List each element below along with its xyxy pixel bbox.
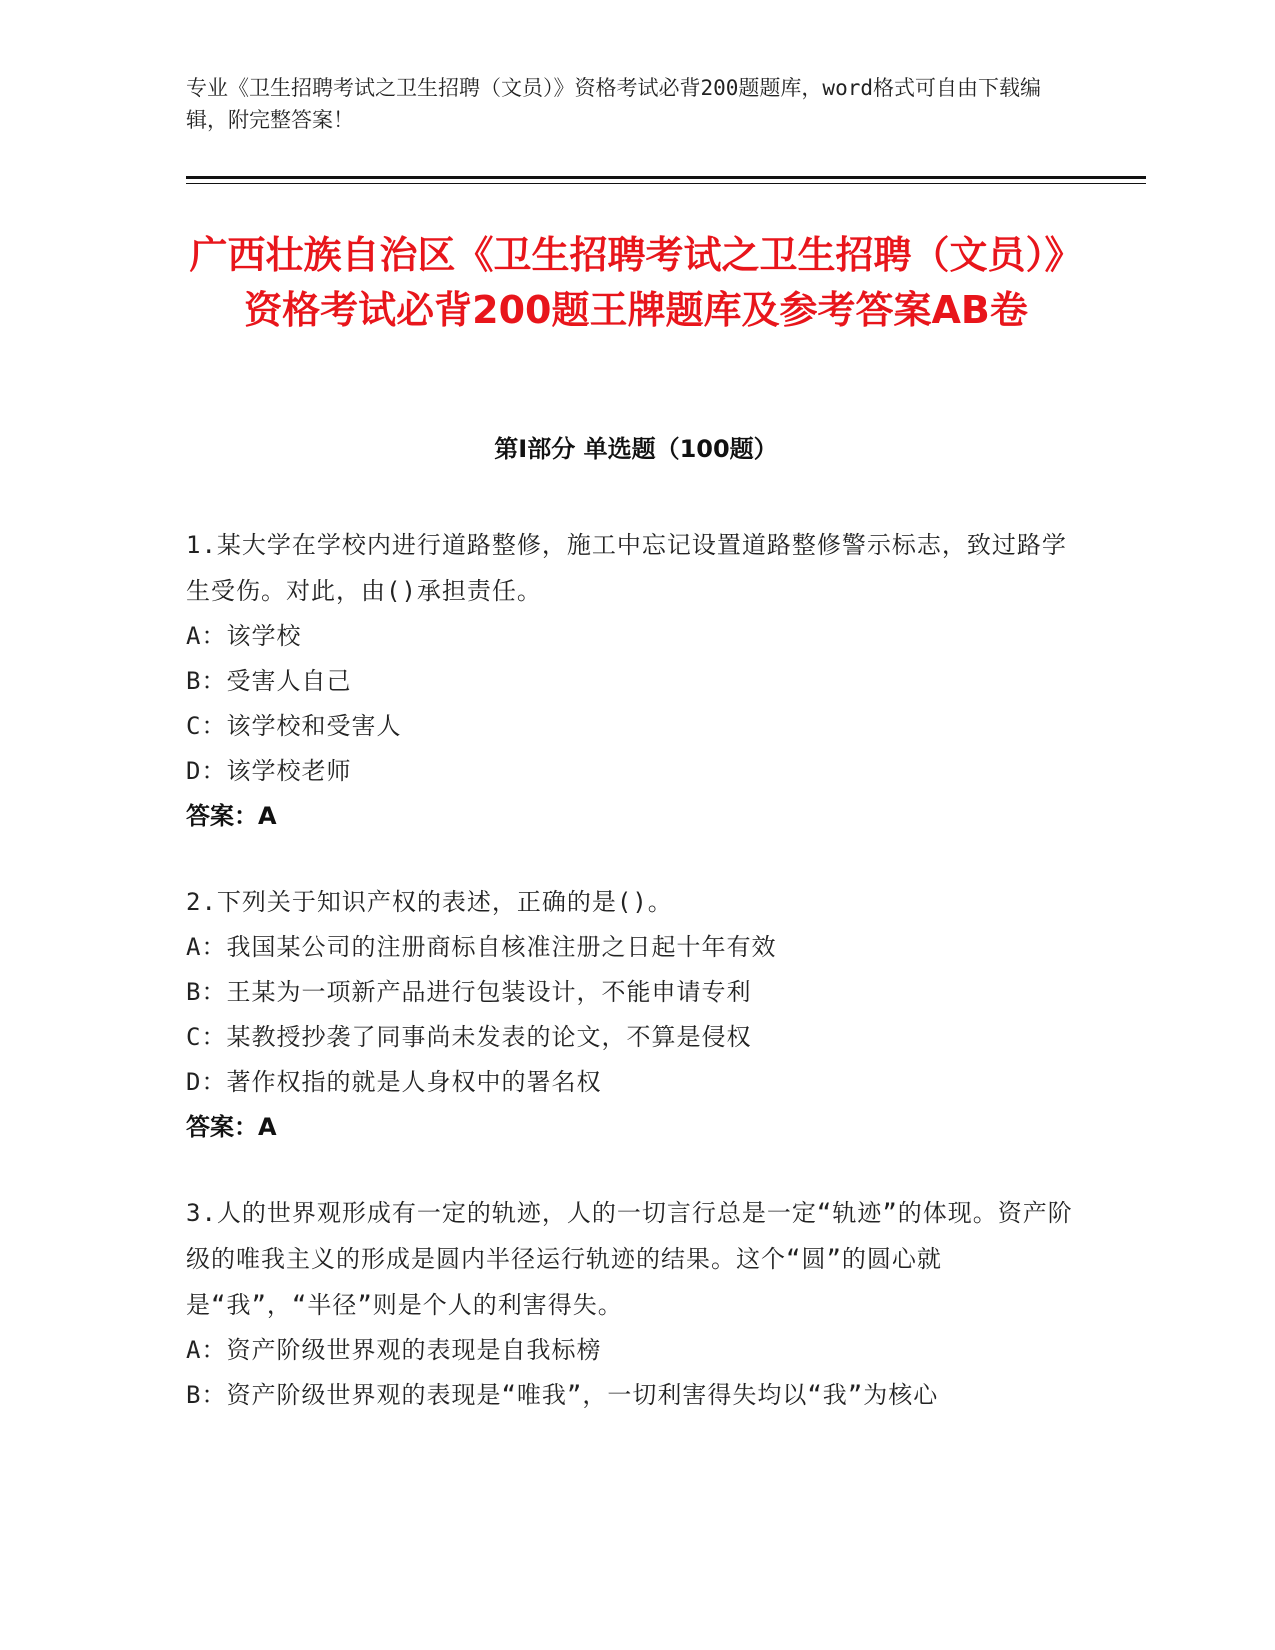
question-stem: 2.下列关于知识产权的表述，正确的是()。: [186, 888, 673, 916]
question-stem: 3.人的世界观形成有一定的轨迹，人的一切言行总是一定“轨迹”的体现。资产阶级的唯我主义的形成是圆内半径运行轨迹的结果。这个“圆”的圆心就是“我”，“半径”则是个人的利害得失。: [186, 1199, 1073, 1319]
header-rule-thin: [186, 183, 1146, 184]
section-heading: 第Ⅰ部分 单选题（100题）: [494, 435, 778, 463]
header-rule-thick: [186, 176, 1146, 179]
option-c: C：该学校和受害人: [186, 712, 402, 740]
option-a: A：资产阶级世界观的表现是自我标榜: [186, 1336, 602, 1364]
answer-line: [186, 1105, 1086, 1150]
option-c: C：某教授抄袭了同事尚未发表的论文，不算是侵权: [186, 1023, 752, 1051]
option-b: B：受害人自己: [186, 667, 352, 695]
question-3: [186, 1190, 1086, 1418]
question-2: [186, 879, 1086, 1150]
document-title: 广西壮族自治区《卫生招聘考试之卫生招聘（文员）》资格考试必背200题王牌题库及参考答案AB卷: [189, 233, 1083, 332]
answer-line: [186, 794, 1086, 839]
option-a: A：我国某公司的注册商标自核准注册之日起十年有效: [186, 933, 777, 961]
option-d: D：该学校老师: [186, 757, 352, 785]
question-1: [186, 522, 1086, 839]
answer-value: A: [258, 802, 277, 830]
question-list: [186, 522, 1086, 1458]
option-a: A：该学校: [186, 622, 302, 650]
option-b: B：王某为一项新产品进行包装设计，不能申请专利: [186, 978, 752, 1006]
question-stem: 1.某大学在学校内进行道路整修，施工中忘记设置道路整修警示标志，致过路学生受伤。对此，由()承担责任。: [186, 531, 1067, 605]
option-d: D：著作权指的就是人身权中的署名权: [186, 1068, 602, 1096]
answer-label: 答案：: [186, 1113, 258, 1141]
header-note: 专业《卫生招聘考试之卫生招聘（文员）》资格考试必背200题题库，word格式可自由下载编辑，附完整答案！: [186, 76, 1041, 132]
option-b: B：资产阶级世界观的表现是“唯我”，一切利害得失均以“我”为核心: [186, 1381, 939, 1409]
answer-label: 答案：: [186, 802, 258, 830]
answer-value: A: [258, 1113, 277, 1141]
